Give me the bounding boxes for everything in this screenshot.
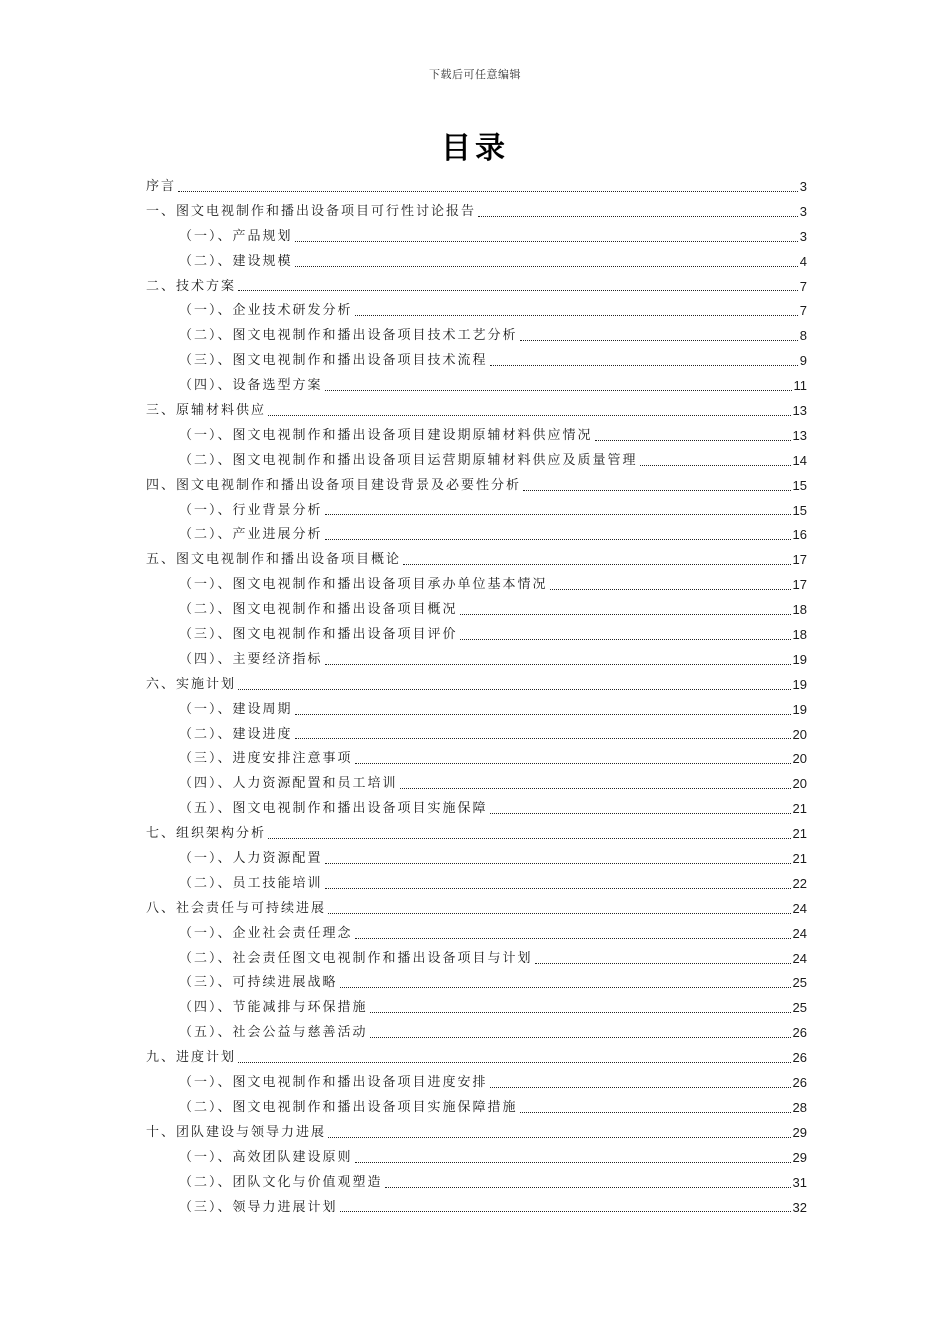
toc-dot-leader <box>355 937 791 939</box>
toc-entry-label: （二）、图文电视制作和播出设备项目实施保障措施 <box>179 1099 518 1115</box>
toc-dot-leader <box>238 688 791 690</box>
toc-subsection-entry[interactable] <box>146 299 807 324</box>
toc-entry-label: 三、原辅材料供应 <box>146 403 267 418</box>
toc-section-entry[interactable] <box>146 548 807 573</box>
toc-section-entry[interactable] <box>146 399 807 424</box>
toc-section-entry[interactable] <box>146 200 807 225</box>
toc-entry-label: （一）、高效团队建设原则 <box>179 1149 353 1165</box>
toc-subsection-entry[interactable] <box>146 872 807 897</box>
toc-page-number: 22 <box>792 875 807 891</box>
toc-page-number: 26 <box>792 1050 807 1066</box>
toc-entry-label: （三）、领导力进展计划 <box>179 1199 338 1215</box>
toc-subsection-entry[interactable] <box>146 1196 807 1221</box>
toc-entry-label: （一）、图文电视制作和播出设备项目进度安排 <box>179 1075 488 1091</box>
toc-page-number: 29 <box>792 1124 807 1140</box>
toc-subsection-entry[interactable] <box>146 1021 807 1046</box>
toc-page-number: 13 <box>792 427 807 443</box>
toc-dot-leader <box>403 563 791 565</box>
toc-page-number: 7 <box>799 278 807 294</box>
toc-page-number: 31 <box>792 1174 807 1190</box>
toc-page-number: 32 <box>792 1199 807 1215</box>
toc-page-number: 9 <box>799 353 807 369</box>
toc-section-entry[interactable] <box>146 474 807 499</box>
toc-entry-label: （一）、企业社会责任理念 <box>179 925 353 941</box>
toc-dot-leader <box>295 240 798 242</box>
toc-section-entry[interactable] <box>146 897 807 922</box>
toc-dot-leader <box>478 215 798 217</box>
toc-dot-leader <box>268 837 791 839</box>
toc-subsection-entry[interactable] <box>146 1096 807 1121</box>
toc-dot-leader <box>460 638 791 640</box>
toc-entry-label: （三）、图文电视制作和播出设备项目技术流程 <box>179 353 488 369</box>
toc-dot-leader <box>595 439 791 441</box>
toc-subsection-entry[interactable] <box>146 698 807 723</box>
toc-entry-label: （一）、图文电视制作和播出设备项目建设期原辅材料供应情况 <box>179 427 593 443</box>
header-note: 下载后可任意编辑 <box>429 68 521 81</box>
toc-entry-label: （四）、人力资源配置和员工培训 <box>179 776 398 792</box>
toc-subsection-entry[interactable] <box>146 1071 807 1096</box>
toc-page-number: 3 <box>799 228 807 244</box>
toc-dot-leader <box>325 513 791 515</box>
toc-page-number: 26 <box>792 1025 807 1041</box>
toc-page-number: 21 <box>792 851 807 867</box>
toc-entry-label: 四、图文电视制作和播出设备项目建设背景及必要性分析 <box>146 477 522 493</box>
toc-subsection-entry[interactable] <box>146 499 807 524</box>
toc-entry-label: （四）、设备选型方案 <box>179 378 323 394</box>
toc-subsection-entry[interactable] <box>146 349 807 374</box>
toc-entry-label: 序言 <box>146 178 177 194</box>
toc-entry-label: （二）、图文电视制作和播出设备项目概况 <box>179 602 458 618</box>
toc-page-number: 7 <box>799 303 807 319</box>
toc-page-number: 29 <box>792 1149 807 1165</box>
toc-section-entry[interactable] <box>146 275 807 300</box>
toc-page-number: 13 <box>792 403 807 418</box>
toc-dot-leader <box>328 912 791 914</box>
toc-dot-leader <box>550 588 791 590</box>
toc-subsection-entry[interactable] <box>146 947 807 972</box>
toc-dot-leader <box>295 713 791 715</box>
toc-page-number: 20 <box>792 726 807 742</box>
toc-page-number: 8 <box>799 328 807 344</box>
toc-entry-label: （二）、团队文化与价值观塑造 <box>179 1174 383 1190</box>
toc-subsection-entry[interactable] <box>146 225 807 250</box>
toc-subsection-entry[interactable] <box>146 250 807 275</box>
toc-entry-label: （三）、图文电视制作和播出设备项目评价 <box>179 627 458 643</box>
toc-subsection-entry[interactable] <box>146 723 807 748</box>
toc-dot-leader <box>340 1210 791 1212</box>
toc-dot-leader <box>328 1136 791 1138</box>
toc-page-number: 25 <box>792 975 807 991</box>
toc-subsection-entry[interactable] <box>146 797 807 822</box>
toc-page-number: 19 <box>792 676 807 692</box>
toc-page-number: 11 <box>793 378 807 394</box>
toc-subsection-entry[interactable] <box>146 1146 807 1171</box>
toc-page-number: 15 <box>792 502 807 518</box>
toc-entry-label: （四）、主要经济指标 <box>179 651 323 667</box>
toc-page-number: 4 <box>799 253 807 269</box>
toc-dot-leader <box>355 762 791 764</box>
toc-page-number: 18 <box>792 627 807 643</box>
toc-entry-label: （一）、行业背景分析 <box>179 502 323 518</box>
toc-page-number: 3 <box>799 178 807 194</box>
toc-page-number: 24 <box>792 950 807 966</box>
toc-entry-label: 十、团队建设与领导力进展 <box>146 1124 327 1140</box>
toc-subsection-entry[interactable] <box>146 623 807 648</box>
toc-page-number: 26 <box>792 1075 807 1091</box>
toc-dot-leader <box>355 314 798 316</box>
toc-entry-label: 一、图文电视制作和播出设备项目可行性讨论报告 <box>146 203 477 219</box>
toc-dot-leader <box>268 414 791 416</box>
toc-dot-leader <box>340 986 791 988</box>
toc-entry-label: （二）、产业进展分析 <box>179 527 323 543</box>
toc-entry-label: （五）、图文电视制作和播出设备项目实施保障 <box>179 801 488 817</box>
toc-page-number: 28 <box>792 1099 807 1115</box>
toc-subsection-entry[interactable] <box>146 1171 807 1196</box>
toc-dot-leader <box>400 787 791 789</box>
toc-page-number: 15 <box>792 477 807 493</box>
toc-subsection-entry[interactable] <box>146 324 807 349</box>
toc-entry-label: （四）、节能减排与环保措施 <box>179 1000 368 1016</box>
toc-dot-leader <box>520 339 798 341</box>
toc-dot-leader <box>490 364 798 366</box>
toc-page-number: 21 <box>792 801 807 817</box>
toc-subsection-entry[interactable] <box>146 972 807 997</box>
toc-subsection-entry[interactable] <box>146 747 807 772</box>
toc-dot-leader <box>370 1036 791 1038</box>
toc-page-number: 21 <box>792 826 807 842</box>
toc-subsection-entry[interactable] <box>146 523 807 548</box>
toc-dot-leader <box>325 538 791 540</box>
toc-entry-label: （二）、员工技能培训 <box>179 875 323 891</box>
toc-page-number: 3 <box>799 203 807 219</box>
toc-dot-leader <box>295 265 798 267</box>
toc-dot-leader <box>238 1061 791 1063</box>
toc-dot-leader <box>490 812 791 814</box>
toc-entry-label: （二）、建设进度 <box>179 726 293 742</box>
toc-dot-leader <box>355 1161 791 1163</box>
toc-entry-label: （三）、进度安排注意事项 <box>179 751 353 767</box>
toc-entry-label: （一）、人力资源配置 <box>179 851 323 867</box>
toc-dot-leader <box>325 663 791 665</box>
toc-subsection-entry[interactable] <box>146 847 807 872</box>
page-title: 目录 <box>441 131 509 166</box>
toc-page-number: 16 <box>792 527 807 543</box>
toc-entry-label: （一）、建设周期 <box>179 701 293 717</box>
toc-section-entry[interactable] <box>146 1046 807 1071</box>
toc-page-number: 19 <box>792 651 807 667</box>
toc-subsection-entry[interactable] <box>146 374 807 399</box>
toc-dot-leader <box>325 887 791 889</box>
toc-dot-leader <box>523 489 791 491</box>
table-of-contents <box>146 175 807 1220</box>
toc-subsection-entry[interactable] <box>146 922 807 947</box>
toc-entry-label: 七、组织架构分析 <box>146 826 267 842</box>
toc-dot-leader <box>520 1111 791 1113</box>
toc-dot-leader <box>295 737 791 739</box>
toc-page-number: 25 <box>792 1000 807 1016</box>
toc-entry-label: （一）、企业技术研发分析 <box>179 303 353 319</box>
toc-dot-leader <box>325 862 791 864</box>
toc-page-number: 18 <box>792 602 807 618</box>
toc-entry-label: （二）、建设规模 <box>179 253 293 269</box>
toc-section-entry[interactable] <box>146 822 807 847</box>
toc-page-number: 20 <box>792 776 807 792</box>
toc-dot-leader <box>490 1086 791 1088</box>
toc-page-number: 19 <box>792 701 807 717</box>
toc-page-number: 24 <box>792 900 807 916</box>
toc-subsection-entry[interactable] <box>146 648 807 673</box>
toc-entry-label: （二）、社会责任图文电视制作和播出设备项目与计划 <box>179 950 533 966</box>
toc-page-number: 14 <box>792 452 807 468</box>
toc-entry-label: 八、社会责任与可持续进展 <box>146 900 327 916</box>
toc-entry-label: （一）、图文电视制作和播出设备项目承办单位基本情况 <box>179 577 548 593</box>
toc-page-number: 20 <box>792 751 807 767</box>
toc-section-entry[interactable] <box>146 1121 807 1146</box>
toc-page-number: 17 <box>792 577 807 593</box>
toc-dot-leader <box>178 190 798 192</box>
toc-entry-label: （一）、产品规划 <box>179 228 293 244</box>
toc-entry-label: 九、进度计划 <box>146 1050 237 1066</box>
toc-subsection-entry[interactable] <box>146 598 807 623</box>
toc-subsection-entry[interactable] <box>146 573 807 598</box>
toc-section-entry[interactable] <box>146 673 807 698</box>
toc-subsection-entry[interactable] <box>146 996 807 1021</box>
toc-dot-leader <box>238 289 798 291</box>
toc-subsection-entry[interactable] <box>146 449 807 474</box>
toc-dot-leader <box>460 613 791 615</box>
toc-entry-label: 六、实施计划 <box>146 676 237 692</box>
toc-dot-leader <box>385 1186 791 1188</box>
toc-entry-label: （二）、图文电视制作和播出设备项目运营期原辅材料供应及质量管理 <box>179 452 638 468</box>
toc-dot-leader <box>535 962 791 964</box>
toc-entry-label: 二、技术方案 <box>146 278 237 294</box>
toc-dot-leader <box>640 464 791 466</box>
toc-subsection-entry[interactable] <box>146 772 807 797</box>
toc-entry-label: 五、图文电视制作和播出设备项目概论 <box>146 552 402 568</box>
toc-subsection-entry[interactable] <box>146 424 807 449</box>
toc-page-number: 24 <box>792 925 807 941</box>
toc-dot-leader <box>325 389 792 391</box>
toc-entry-label: （二）、图文电视制作和播出设备项目技术工艺分析 <box>179 328 518 344</box>
toc-entry-label: （三）、可持续进展战略 <box>179 975 338 991</box>
toc-dot-leader <box>370 1011 791 1013</box>
toc-section-entry[interactable] <box>146 175 807 200</box>
toc-entry-label: （五）、社会公益与慈善活动 <box>179 1025 368 1041</box>
toc-page-number: 17 <box>792 552 807 568</box>
